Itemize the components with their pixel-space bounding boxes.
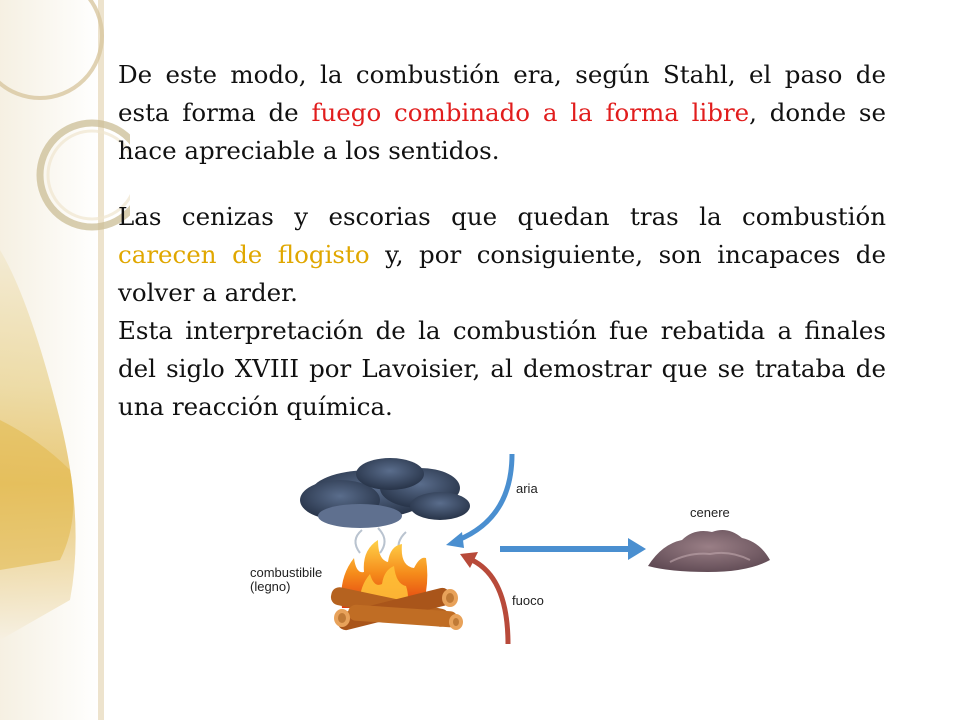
- label-cenere: cenere: [690, 505, 730, 520]
- ash-pile-icon: [648, 530, 770, 572]
- highlight-fuego-combinado: fuego combinado a la forma libre: [311, 98, 750, 127]
- paragraph-cenizas-text-start: Las cenizas y escorias que quedan tras la combustión: [118, 202, 886, 231]
- slide-body-text: [118, 56, 886, 426]
- paragraph-stahl: [118, 56, 886, 170]
- paragraph-stahl-text-start: De este modo, la combustión era, según Stahl, el paso de esta forma de: [118, 60, 886, 127]
- smoke-cloud-icon: [300, 458, 470, 528]
- decorative-flask-background: [0, 0, 130, 720]
- label-combustibile-line2: (legno): [250, 579, 291, 594]
- paragraph-cenizas-text-end: y, por consiguiente, son incapaces de volver a arder.: [118, 240, 886, 307]
- paragraph-stahl-text-end: , donde se hace apreciable a los sentidos.: [118, 98, 886, 165]
- to-ash-arrow-icon: [500, 538, 646, 560]
- highlight-carecen-de-flogisto: carecen de flogisto: [118, 240, 370, 269]
- paragraph-cenizas: [118, 198, 886, 312]
- label-combustibile: [250, 566, 340, 594]
- paragraph-lavoisier: Esta interpretación de la combustión fue rebatida a finales del siglo XVIII por Lavoisier, al demostrar que se trataba de una reacción química.: [118, 316, 886, 421]
- label-aria: aria: [516, 481, 538, 496]
- fuoco-arrow-icon: [460, 552, 508, 644]
- label-fuoco: fuoco: [512, 593, 544, 608]
- combustion-illustration: [250, 448, 810, 648]
- label-combustibile-line1: combustibile: [250, 565, 323, 580]
